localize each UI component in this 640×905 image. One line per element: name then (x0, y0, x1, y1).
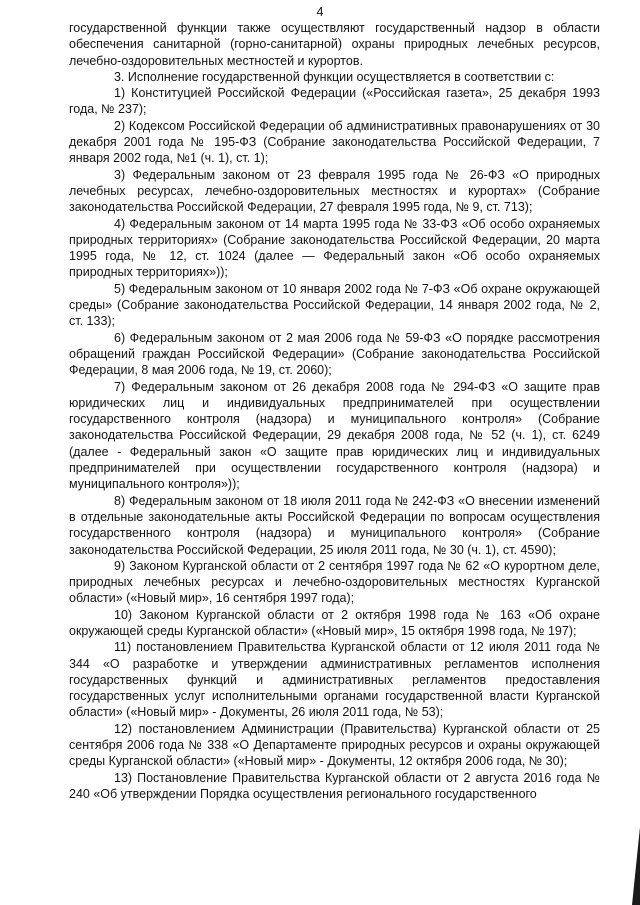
legal-basis-item-13: 13) Постановление Правительства Курганской области от 2 августа 2016 года № 240 «Об утверждении Порядка осуществления регионального государственного (69, 770, 600, 801)
legal-basis-item-3: 3) Федеральным законом от 23 февраля 1995 года № 26-ФЗ «О природных лечебных ресурсах, лечебно-оздоровительных местностях и курортах» (Собрание законодательства Российской Федерации, 27 февраля 1995 года, № 9, ст. 713); (69, 167, 600, 215)
legal-basis-item-12: 12) постановлением Администрации (Правительства) Курганской области от 25 сентября 2006 года № 338 «О Департаменте природных ресурсов и охраны окружающей среды Курганской области» («Новый мир» - Документы, 12 октября 2006 года, № 30); (69, 721, 600, 769)
document-body (69, 20, 600, 802)
scan-edge-shadow (632, 827, 640, 905)
legal-basis-item-5: 5) Федеральным законом от 10 января 2002 года № 7-ФЗ «Об охране окружающей среды» (Собрание законодательства Российской Федерации, 14 января 2002 года, № 2, ст. 133); (69, 281, 600, 329)
legal-basis-item-8: 8) Федеральным законом от 18 июля 2011 года № 242-ФЗ «О внесении изменений в отдельные законодательные акты Российской Федерации по вопросам осуществления государственного контроля (надзора) и муниципального контроля» (Собрание законодательства Российской Федерации, 25 июля 2011 года, № 30 (ч. 1), ст. 4590); (69, 493, 600, 557)
legal-basis-item-2: 2) Кодексом Российской Федерации об административных правонарушениях от 30 декабря 2001 года № 195-ФЗ (Собрание законодательства Российской Федерации, 7 января 2002 года, №1 (ч. 1), ст. 1); (69, 118, 600, 166)
legal-basis-item-6: 6) Федеральным законом от 2 мая 2006 года № 59-ФЗ «О порядке рассмотрения обращений граждан Российской Федерации» (Собрание законодательства Российской Федерации, 8 мая 2006 года, № 19, ст. 2060); (69, 330, 600, 378)
legal-basis-item-4: 4) Федеральным законом от 14 марта 1995 года № 33-ФЗ «Об особо охраняемых природных территориях» (Собрание законодательства Российской Федерации, 20 марта 1995 года, № 12, ст. 1024 (далее — Федеральный закон «Об особо охраняемых природных территориях»)); (69, 216, 600, 280)
page-number: 4 (316, 5, 324, 19)
paragraph-continuation: государственной функции также осуществляют государственный надзор в области обеспечения санитарной (горно-санитарной) охраны природных лечебных ресурсов, лечебно-оздоровительных местностей и курортов. (69, 21, 600, 68)
legal-basis-item-11: 11) постановлением Правительства Курганской области от 12 июля 2011 года № 344 «О разработке и утверждении административных регламентов исполнения государственных функций и административных регламентов предоставления государственных услуг исполнительными органами государственной власти Курганской области» («Новый мир» - Документы, 26 июля 2011 года, № 53); (69, 640, 600, 720)
legal-basis-item-1: 1) Конституцией Российской Федерации («Российская газета», 25 декабря 1993 года, № 237); (69, 86, 600, 117)
legal-basis-item-10: 10) Законом Курганской области от 2 октября 1998 года № 163 «Об охране окружающей среды Курганской области» («Новый мир», 15 октября 1998 года, № 197); (69, 607, 600, 638)
legal-basis-item-7: 7) Федеральным законом от 26 декабря 2008 года № 294-ФЗ «О защите прав юридических лиц и индивидуальных предпринимателей при осуществлении государственного контроля (надзора) и муниципального контроля» (Собрание законодательства Российской Федерации, 29 декабря 2008 года, № 52 (ч. 1), ст. 6249 (далее - Федеральный закон «О защите прав юридических лиц и индивидуальных предпринимателей при осуществлении государственного контроля (надзора) и муниципального контроля»)); (69, 379, 600, 492)
legal-basis-item-9: 9) Законом Курганской области от 2 сентября 1997 года № 62 «О курортном деле, природных лечебных ресурсах и лечебно-оздоровительных местностях Курганской области» («Новый мир», 16 сентября 1997 года); (69, 558, 600, 606)
paragraph-item-3: 3. Исполнение государственной функции осуществляется в соответствии с: (114, 69, 555, 84)
